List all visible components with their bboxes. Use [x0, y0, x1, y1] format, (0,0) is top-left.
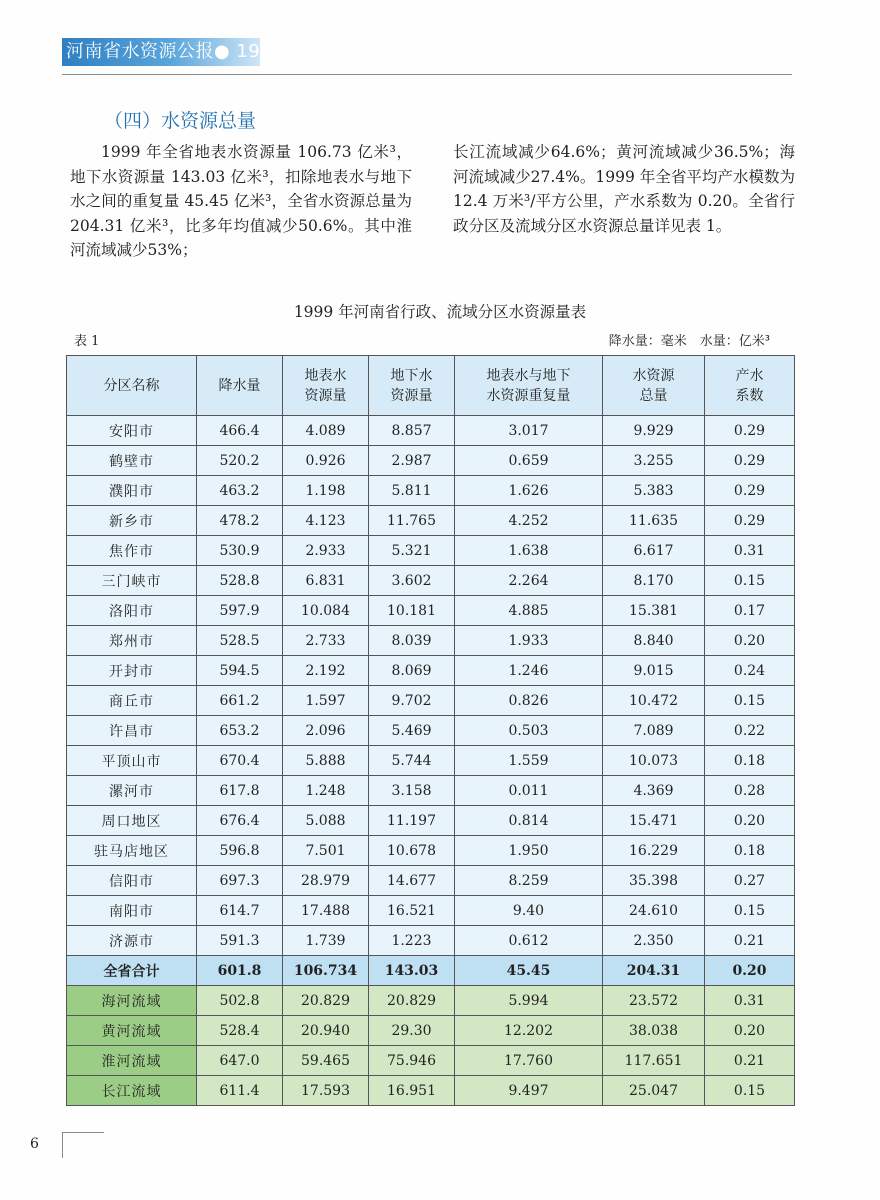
value-cell: 0.17: [705, 596, 795, 626]
value-cell: 1.198: [283, 476, 369, 506]
value-cell: 11.197: [369, 806, 455, 836]
value-cell: 670.4: [197, 746, 283, 776]
region-name-cell: 黄河流域: [67, 1016, 197, 1046]
value-cell: 478.2: [197, 506, 283, 536]
value-cell: 117.651: [603, 1046, 705, 1076]
value-cell: 11.635: [603, 506, 705, 536]
value-cell: 3.602: [369, 566, 455, 596]
value-cell: 4.885: [455, 596, 603, 626]
table-row: [67, 926, 795, 956]
value-cell: 24.610: [603, 896, 705, 926]
value-cell: 0.29: [705, 506, 795, 536]
region-name-cell: 安阳市: [67, 416, 197, 446]
value-cell: 29.30: [369, 1016, 455, 1046]
table-basin-row: [67, 986, 795, 1016]
value-cell: 2.987: [369, 446, 455, 476]
value-cell: 0.31: [705, 986, 795, 1016]
value-cell: 0.20: [705, 626, 795, 656]
value-cell: 16.521: [369, 896, 455, 926]
value-cell: 1.638: [455, 536, 603, 566]
value-cell: 0.15: [705, 896, 795, 926]
footer-rule-vertical: [62, 1132, 63, 1158]
region-name-cell: 南阳市: [67, 896, 197, 926]
water-resources-table: [66, 355, 795, 1106]
table-label: 表 1: [74, 334, 100, 349]
value-cell: 17.488: [283, 896, 369, 926]
value-cell: 6.831: [283, 566, 369, 596]
value-cell: 0.24: [705, 656, 795, 686]
column-header: 地表水与地下 水资源重复量: [455, 356, 603, 416]
section-title: （四）水资源总量: [104, 110, 257, 132]
value-cell: 10.073: [603, 746, 705, 776]
value-cell: 7.089: [603, 716, 705, 746]
value-cell: 0.20: [705, 1016, 795, 1046]
value-cell: 0.659: [455, 446, 603, 476]
table-header-row: [67, 356, 795, 416]
table-row: [67, 446, 795, 476]
value-cell: 5.994: [455, 986, 603, 1016]
value-cell: 594.5: [197, 656, 283, 686]
value-cell: 0.31: [705, 536, 795, 566]
region-name-cell: 开封市: [67, 656, 197, 686]
value-cell: 5.888: [283, 746, 369, 776]
value-cell: 5.469: [369, 716, 455, 746]
value-cell: 20.829: [369, 986, 455, 1016]
value-cell: 1.246: [455, 656, 603, 686]
value-cell: 9.40: [455, 896, 603, 926]
value-cell: 5.088: [283, 806, 369, 836]
value-cell: 614.7: [197, 896, 283, 926]
value-cell: 17.593: [283, 1076, 369, 1106]
value-cell: 6.617: [603, 536, 705, 566]
table-row: [67, 656, 795, 686]
value-cell: 4.252: [455, 506, 603, 536]
table-basin-row: [67, 1076, 795, 1106]
value-cell: 0.29: [705, 416, 795, 446]
table-row: [67, 626, 795, 656]
value-cell: 0.28: [705, 776, 795, 806]
region-name-cell: 郑州市: [67, 626, 197, 656]
header-rule: [62, 74, 792, 75]
value-cell: 8.039: [369, 626, 455, 656]
table-basin-row: [67, 1016, 795, 1046]
value-cell: 8.259: [455, 866, 603, 896]
value-cell: 0.29: [705, 446, 795, 476]
table-total-row: [67, 956, 795, 986]
value-cell: 647.0: [197, 1046, 283, 1076]
table-row: [67, 806, 795, 836]
value-cell: 463.2: [197, 476, 283, 506]
value-cell: 530.9: [197, 536, 283, 566]
table-row: [67, 536, 795, 566]
value-cell: 466.4: [197, 416, 283, 446]
value-cell: 106.734: [283, 956, 369, 986]
value-cell: 596.8: [197, 836, 283, 866]
value-cell: 2.733: [283, 626, 369, 656]
value-cell: 653.2: [197, 716, 283, 746]
value-cell: 5.383: [603, 476, 705, 506]
value-cell: 611.4: [197, 1076, 283, 1106]
table-row: [67, 896, 795, 926]
value-cell: 528.8: [197, 566, 283, 596]
region-name-cell: 平顶山市: [67, 746, 197, 776]
value-cell: 0.22: [705, 716, 795, 746]
value-cell: 5.321: [369, 536, 455, 566]
value-cell: 0.18: [705, 836, 795, 866]
table-row: [67, 566, 795, 596]
region-name-cell: 焦作市: [67, 536, 197, 566]
region-name-cell: 鹤壁市: [67, 446, 197, 476]
value-cell: 20.829: [283, 986, 369, 1016]
region-name-cell: 漯河市: [67, 776, 197, 806]
region-name-cell: 全省合计: [67, 956, 197, 986]
value-cell: 8.069: [369, 656, 455, 686]
value-cell: 75.946: [369, 1046, 455, 1076]
region-name-cell: 新乡市: [67, 506, 197, 536]
value-cell: 1.223: [369, 926, 455, 956]
value-cell: 0.29: [705, 476, 795, 506]
value-cell: 10.678: [369, 836, 455, 866]
paragraph-left-text: 1999 年全省地表水资源量 106.73 亿米³，地下水资源量 143.03 亿米³，扣除地表水与地下水之间的重复量 45.45 亿米³，全省水资源总量为 204.31 亿米³，比多年均值减少50.6%。其中淮河流域减少53%；: [70, 143, 412, 259]
region-name-cell: 周口地区: [67, 806, 197, 836]
value-cell: 0.926: [283, 446, 369, 476]
value-cell: 4.123: [283, 506, 369, 536]
region-name-cell: 长江流域: [67, 1076, 197, 1106]
value-cell: 59.465: [283, 1046, 369, 1076]
value-cell: 0.814: [455, 806, 603, 836]
region-name-cell: 商丘市: [67, 686, 197, 716]
footer-rule-horizontal: [62, 1132, 104, 1133]
value-cell: 1.950: [455, 836, 603, 866]
column-header: 水资源 总量: [603, 356, 705, 416]
value-cell: 2.933: [283, 536, 369, 566]
value-cell: 0.18: [705, 746, 795, 776]
value-cell: 4.089: [283, 416, 369, 446]
header-title: 河南省水资源公报● 1999: [66, 41, 285, 62]
table-row: [67, 776, 795, 806]
paragraph-left: [70, 140, 412, 263]
value-cell: 601.8: [197, 956, 283, 986]
value-cell: 2.264: [455, 566, 603, 596]
table-row: [67, 836, 795, 866]
value-cell: 1.739: [283, 926, 369, 956]
region-name-cell: 济源市: [67, 926, 197, 956]
value-cell: 12.202: [455, 1016, 603, 1046]
value-cell: 45.45: [455, 956, 603, 986]
table-row: [67, 416, 795, 446]
value-cell: 0.503: [455, 716, 603, 746]
column-header: 降水量: [197, 356, 283, 416]
value-cell: 23.572: [603, 986, 705, 1016]
value-cell: 0.21: [705, 1046, 795, 1076]
value-cell: 1.559: [455, 746, 603, 776]
table-row: [67, 866, 795, 896]
value-cell: 9.702: [369, 686, 455, 716]
region-name-cell: 许昌市: [67, 716, 197, 746]
value-cell: 16.951: [369, 1076, 455, 1106]
value-cell: 2.350: [603, 926, 705, 956]
value-cell: 697.3: [197, 866, 283, 896]
value-cell: 502.8: [197, 986, 283, 1016]
value-cell: 0.27: [705, 866, 795, 896]
value-cell: 0.20: [705, 806, 795, 836]
value-cell: 143.03: [369, 956, 455, 986]
value-cell: 0.15: [705, 1076, 795, 1106]
value-cell: 204.31: [603, 956, 705, 986]
value-cell: 0.15: [705, 566, 795, 596]
value-cell: 11.765: [369, 506, 455, 536]
value-cell: 8.840: [603, 626, 705, 656]
value-cell: 1.933: [455, 626, 603, 656]
region-name-cell: 信阳市: [67, 866, 197, 896]
value-cell: 0.612: [455, 926, 603, 956]
table-body: [67, 416, 795, 1106]
value-cell: 8.170: [603, 566, 705, 596]
region-name-cell: 海河流域: [67, 986, 197, 1016]
column-header: 产水 系数: [705, 356, 795, 416]
table-row: [67, 506, 795, 536]
column-header: 地下水 资源量: [369, 356, 455, 416]
table-row: [67, 596, 795, 626]
value-cell: 3.158: [369, 776, 455, 806]
value-cell: 3.255: [603, 446, 705, 476]
page-number: 6: [30, 1136, 39, 1152]
value-cell: 528.4: [197, 1016, 283, 1046]
value-cell: 3.017: [455, 416, 603, 446]
value-cell: 10.472: [603, 686, 705, 716]
value-cell: 591.3: [197, 926, 283, 956]
value-cell: 4.369: [603, 776, 705, 806]
value-cell: 0.15: [705, 686, 795, 716]
value-cell: 0.011: [455, 776, 603, 806]
table-basin-row: [67, 1046, 795, 1076]
table-row: [67, 476, 795, 506]
value-cell: 16.229: [603, 836, 705, 866]
value-cell: 10.084: [283, 596, 369, 626]
region-name-cell: 洛阳市: [67, 596, 197, 626]
value-cell: 0.20: [705, 956, 795, 986]
value-cell: 20.940: [283, 1016, 369, 1046]
value-cell: 35.398: [603, 866, 705, 896]
value-cell: 2.192: [283, 656, 369, 686]
value-cell: 10.181: [369, 596, 455, 626]
value-cell: 9.015: [603, 656, 705, 686]
region-name-cell: 驻马店地区: [67, 836, 197, 866]
value-cell: 5.744: [369, 746, 455, 776]
region-name-cell: 三门峡市: [67, 566, 197, 596]
region-name-cell: 濮阳市: [67, 476, 197, 506]
paragraph-right: 长江流域减少64.6%；黄河流域减少36.5%；海河流域减少27.4%。1999 年全省平均产水模数为 12.4 万米³/平方公里，产水系数为 0.20。全省行政分区及流域分区水资源总量详见表 1。: [453, 143, 795, 235]
value-cell: 5.811: [369, 476, 455, 506]
value-cell: 15.381: [603, 596, 705, 626]
value-cell: 8.857: [369, 416, 455, 446]
value-cell: 617.8: [197, 776, 283, 806]
table-title: 1999 年河南省行政、流域分区水资源量表: [293, 303, 587, 321]
value-cell: 1.597: [283, 686, 369, 716]
value-cell: 597.9: [197, 596, 283, 626]
value-cell: 1.626: [455, 476, 603, 506]
value-cell: 9.497: [455, 1076, 603, 1106]
value-cell: 1.248: [283, 776, 369, 806]
table-row: [67, 746, 795, 776]
value-cell: 14.677: [369, 866, 455, 896]
value-cell: 528.5: [197, 626, 283, 656]
value-cell: 0.826: [455, 686, 603, 716]
table-row: [67, 686, 795, 716]
table-row: [67, 716, 795, 746]
column-header: 分区名称: [67, 356, 197, 416]
value-cell: 676.4: [197, 806, 283, 836]
value-cell: 25.047: [603, 1076, 705, 1106]
value-cell: 28.979: [283, 866, 369, 896]
value-cell: 2.096: [283, 716, 369, 746]
value-cell: 661.2: [197, 686, 283, 716]
value-cell: 15.471: [603, 806, 705, 836]
unit-note: 降水量：毫米 水量：亿米³: [608, 334, 770, 349]
value-cell: 38.038: [603, 1016, 705, 1046]
value-cell: 17.760: [455, 1046, 603, 1076]
value-cell: 520.2: [197, 446, 283, 476]
column-header: 地表水 资源量: [283, 356, 369, 416]
value-cell: 0.21: [705, 926, 795, 956]
value-cell: 7.501: [283, 836, 369, 866]
value-cell: 9.929: [603, 416, 705, 446]
region-name-cell: 淮河流域: [67, 1046, 197, 1076]
